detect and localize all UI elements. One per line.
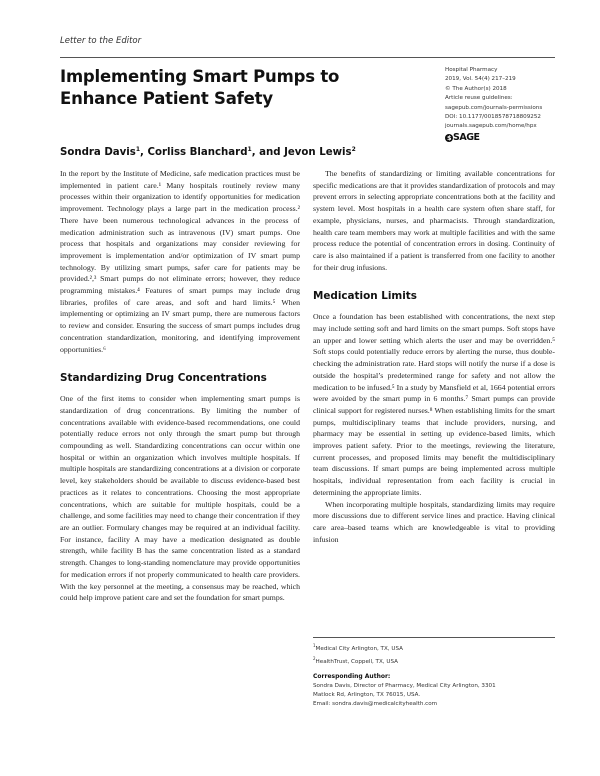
author-affiliation: 1 xyxy=(247,146,252,153)
author-affiliation: 2 xyxy=(351,146,356,153)
article-title: Implementing Smart Pumps to Enhance Patient Safety xyxy=(60,67,340,108)
journal-name: Hospital Pharmacy xyxy=(445,67,498,73)
section-heading-standardizing: Standardizing Drug Concentrations xyxy=(60,372,267,385)
corresponding-author-address: Matlock Rd, Arlington, TX 76015, USA. xyxy=(313,691,421,698)
author-name: Corliss Blanchard xyxy=(147,147,248,158)
header-divider xyxy=(60,57,555,58)
section-heading-medication-limits: Medication Limits xyxy=(313,290,417,303)
affiliation-2 xyxy=(313,654,555,667)
corresponding-author-email[interactable]: Email: sondra.davis@medicalcityhealth.com xyxy=(313,701,438,708)
section-label: Letter to the Editor xyxy=(60,36,142,46)
footnotes xyxy=(313,641,555,710)
author-separator: , and xyxy=(251,147,285,158)
affiliation-text: Medical City Arlington, TX, USA xyxy=(315,645,403,652)
journal-home-link[interactable]: journals.sagepub.com/home/hpx xyxy=(445,123,537,130)
sage-mark-icon: $ xyxy=(446,133,452,142)
author-name: Jevon Lewis xyxy=(284,147,352,158)
corresponding-author-line: Sondra Davis, Director of Pharmacy, Medical City Arlington, 3301 xyxy=(313,682,496,689)
affiliation-1 xyxy=(313,641,555,654)
footnote-divider xyxy=(313,637,555,638)
author-separator: , xyxy=(140,147,148,158)
standardizing-paragraph: One of the first items to consider when implementing smart pumps is standardization of drug concentrations. By limiting the number of concentrations available with evidence-based recommendations, one could potentially reduce errors not only through the smart pump but through compounding as well. Standardizing concentrations can occur within one hospital or within an organization which involves multiple hospitals. If multiple hospitals are standardizing concentrations at a division or corporate level, key stakeholders should be available to discuss evidence-based best practices as it relates to concentrations. Choosing the most appropriate concentrations, which are suitable for multiple hospitals, could be a challenge, and some facilities may need to change their concentration if they are an outlier. Formulary changes may be required at an individual facility. For instance, facility A may have a medication designated as double strength, while facility B has the same concentration listed as a standard strength. Changes to long-standing nomenclature may provide opportunities for medication errors if not properly communicated to health care providers. With the key personnel at the meeting, a consensus may be reached, which could help improve patient care and set the foundation for smart pumps. xyxy=(60,394,300,603)
author-affiliation: 1 xyxy=(135,146,141,153)
affiliation-number: 1 xyxy=(313,643,316,648)
permissions-link[interactable]: sagepub.com/journals-permissions xyxy=(445,104,543,111)
sage-logo xyxy=(445,133,542,142)
author-list xyxy=(60,147,356,158)
author-name: Sondra Davis xyxy=(60,147,136,158)
benefits-paragraph: The benefits of standardizing or limiting available concentrations for specific medications are that it provides standardization of protocols and may prevent errors in selecting appropriate concentrations both at the facility and system level. Most hospitals in a health care system often share staff, for example, physicians, nurses, and pharmacists. Through standardization, health care team members may work at multiple facilities and with the same process reduce the potential of concentration errors in dosing. Continuity of care is also maintained if a patient is transferred from one facility to another for their drug infusions. xyxy=(313,169,555,272)
right-column xyxy=(313,168,555,545)
affiliation-text: HealthTrust, Coppell, TX, USA xyxy=(315,659,398,666)
medication-limits-paragraph: Once a foundation has been established with concentrations, the next step may include setting soft and hard limits on the smart pumps. Soft stops have an upper and lower setting which alerts the user and may be overridden.⁵ Soft stops could potentially reduce errors by alerting the nurse, thus double-checking the administration rate. Hard stops will notify the nurse if a dose is outside the hospital’s predetermined range for safety and not allow the medication to be infused.⁵ In a study by Mansfield et al, 1664 potential errors were avoided by the smart pump in 6 months.⁷ Smart pumps can provide clinical support for registered nurses.⁸ When establishing limits for the smart pumps, multidisciplinary teams that include providers, nursing, and pharmacy may be essential in setting up evidence-based limits, which improves patient safety. Prior to the meetings, reviewing the literature, current processes, and proposed limits may benefit the multidisciplinary team discussions. If smart pumps are being implemented across multiple hospitals, individual representation from each facility is crucial in determining the appropriate limits. xyxy=(313,312,555,497)
journal-volume: 2019, Vol. 54(4) 217–219 xyxy=(445,76,516,83)
reuse-label: Article reuse guidelines: xyxy=(445,95,513,102)
corresponding-author-heading: Corresponding Author: xyxy=(313,673,391,681)
sage-wordmark: SAGE xyxy=(453,131,480,143)
intro-paragraph: In the report by the Institute of Medicine, safe medication practices must be implemented in patient care.¹ Many hospitals routinely review many processes within their organization to identify opportunities for medication improvement. Technology plays a large part in the medication process.² There have been numerous technological advances in the process of medication administration such as intravenous (IV) smart pumps. One process that hospitals and organizations may consider reviewing for improvement is implementation and/or optimization of IV smart pump technology. By utilizing smart pumps, safer care for patients may be provided.²,³ Smart pumps do not eliminate errors; however, they reduce programming mistakes.⁴ Features of smart pumps may include drug libraries, profiles of care areas, and soft and hard limits.⁵ When implementing or optimizing an IV smart pump, there are numerous factors to review and consider. Ensuring the success of smart pumps includes drug concentration standardization, monitoring, and identifying improvement opportunities.⁶ xyxy=(60,169,300,354)
multiple-hospitals-paragraph: When incorporating multiple hospitals, standardizing limits may require more discussions due to different service lines and practice. Having clinical care area–based teams which are knowledgeable is vital to providing infusion xyxy=(313,499,555,544)
left-column xyxy=(60,168,300,604)
doi-link[interactable]: DOI: 10.1177/0018578718809252 xyxy=(445,114,541,121)
affiliation-number: 2 xyxy=(313,656,316,662)
copyright: © The Author(s) 2018 xyxy=(445,85,507,92)
journal-meta xyxy=(445,66,542,142)
